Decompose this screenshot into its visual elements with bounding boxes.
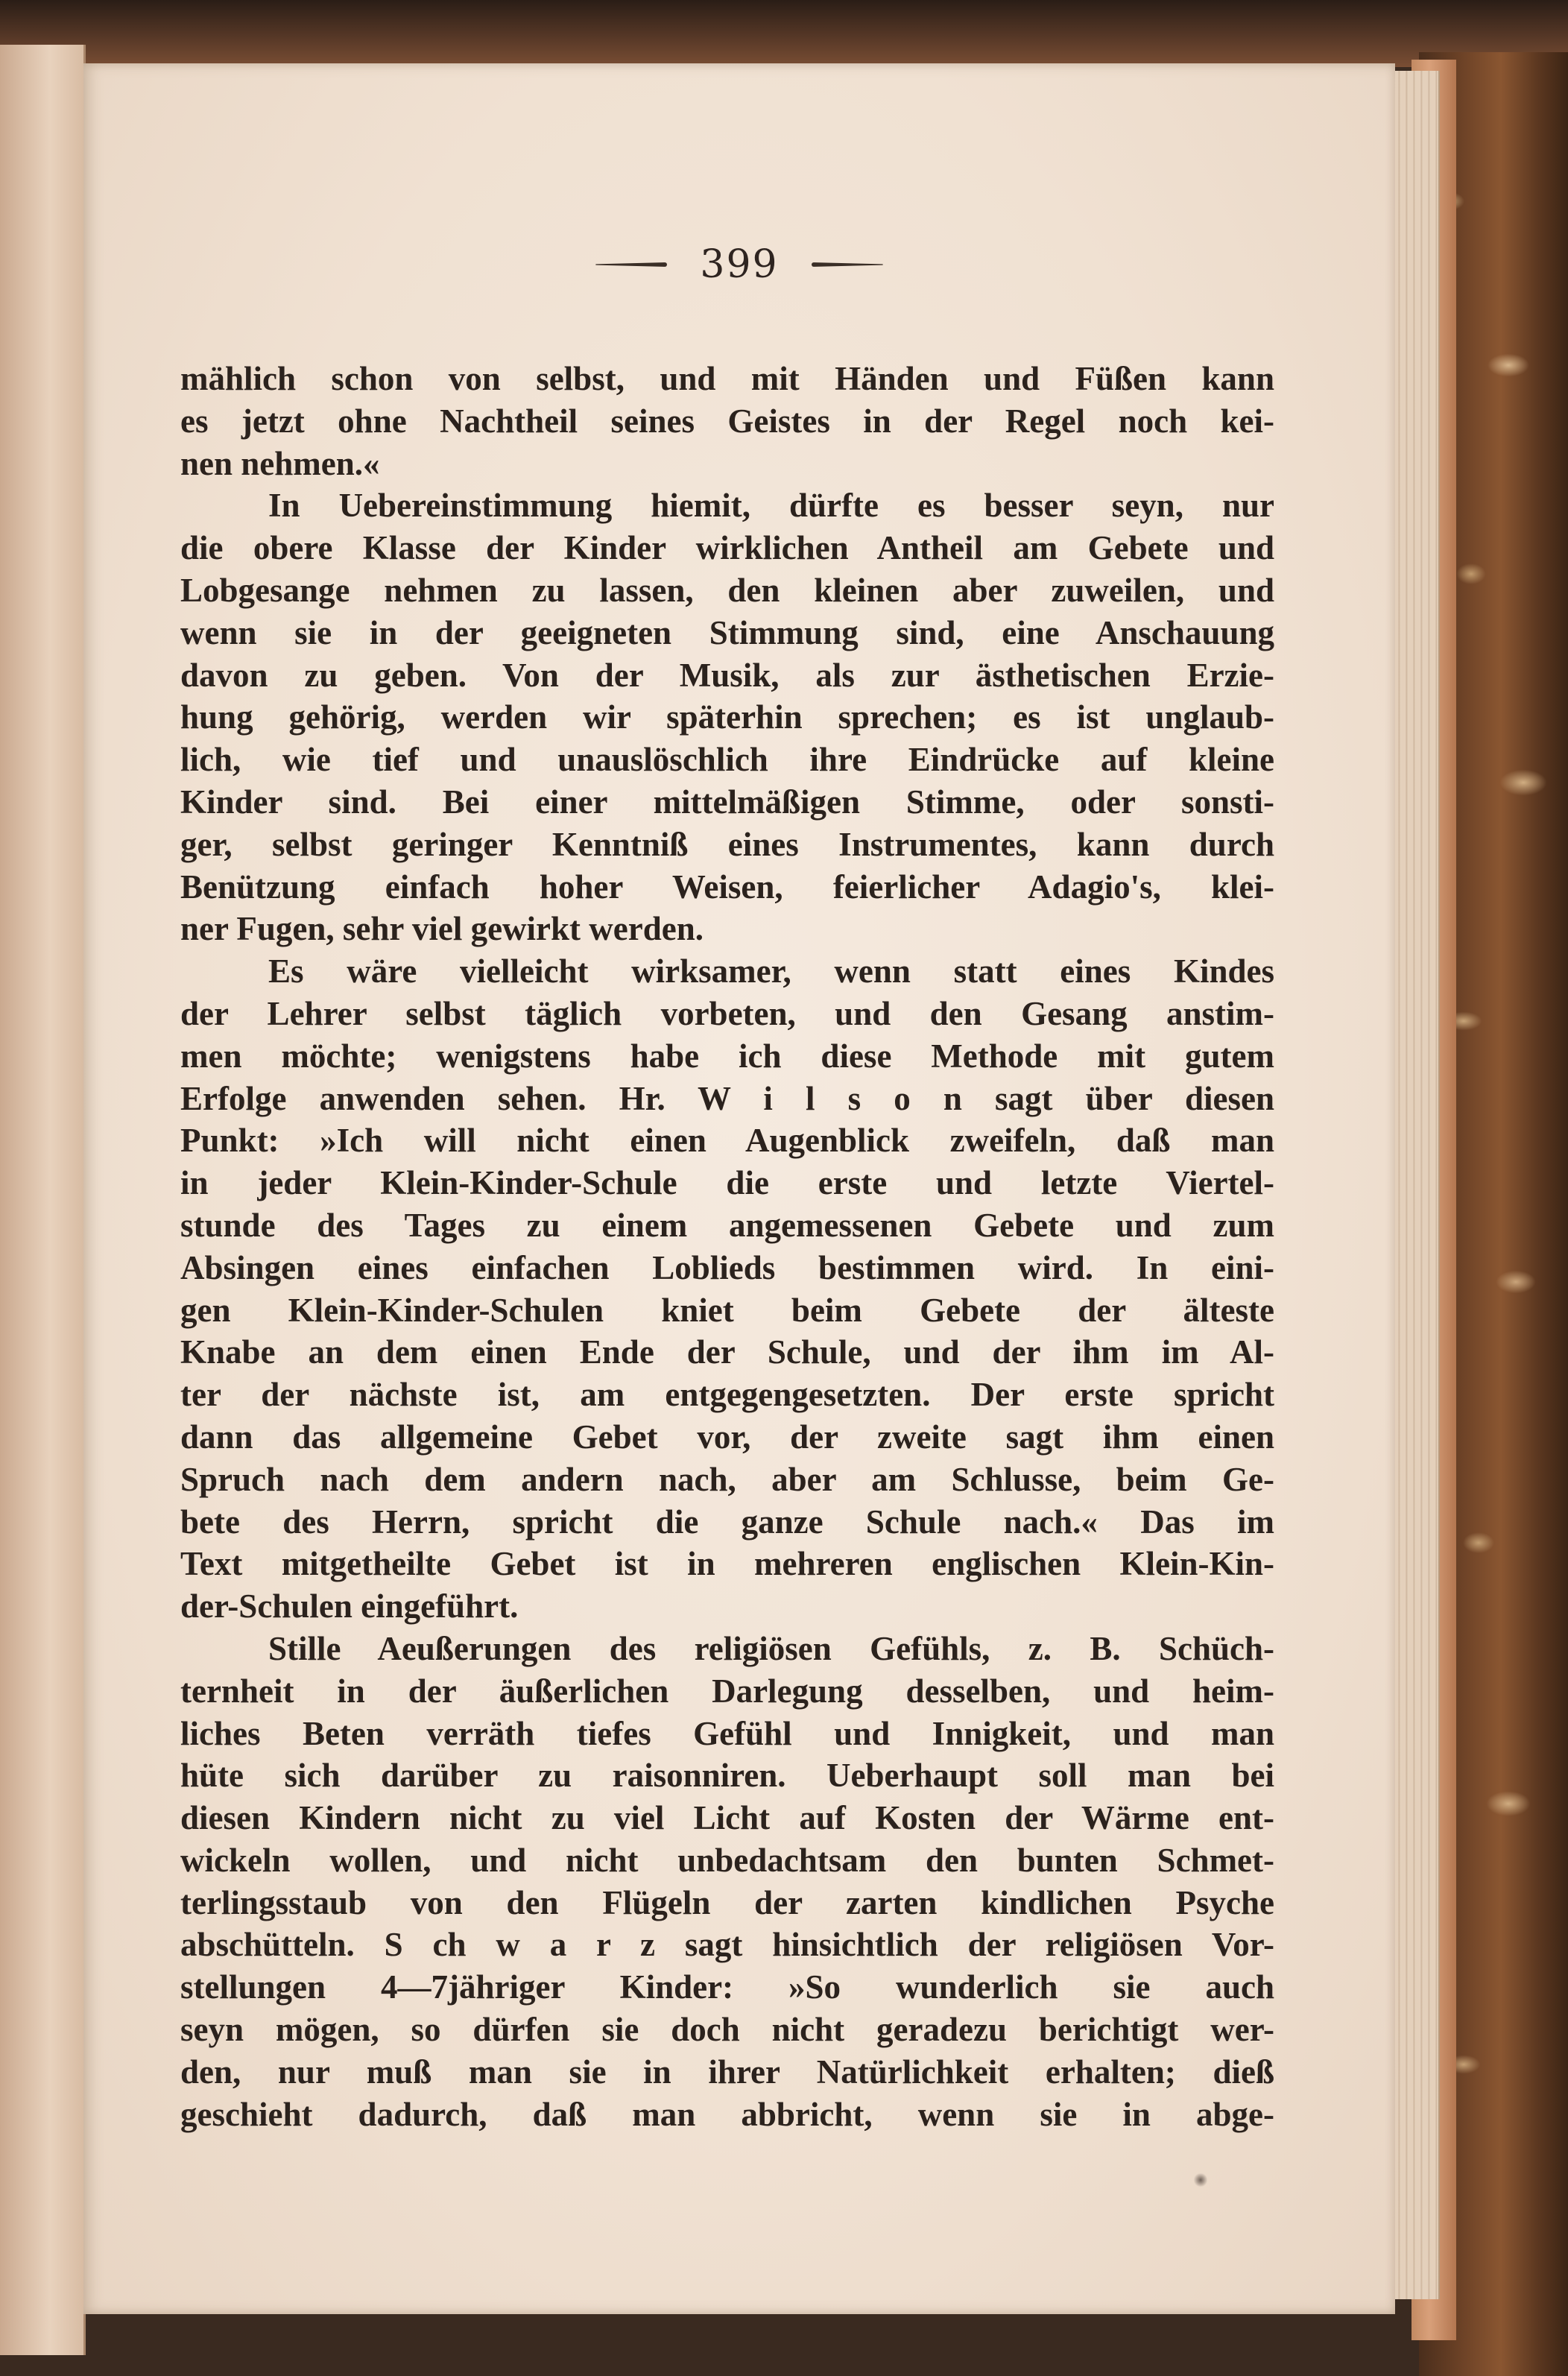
- text-line: Lobgesange nehmen zu lassen, den kleinen aber zuweilen, und: [180, 571, 1274, 609]
- text-line: mählich schon von selbst, und mit Händen und Füßen kann: [180, 360, 1274, 397]
- text-line: Erfolge anwenden sehen. Hr. W i l s o n sagt über diesen: [180, 1079, 1274, 1117]
- paper-spot: [1194, 2173, 1207, 2187]
- text-line: men möchte; wenigstens habe ich diese Methode mit gutem: [180, 1037, 1274, 1075]
- text-line: den, nur muß man sie in ihrer Natürlichkeit erhalten; dieß: [180, 2053, 1274, 2091]
- text-line: Punkt: »Ich will nicht einen Augenblick zweifeln, daß man: [180, 1122, 1274, 1160]
- text-line: Es wäre vielleicht wirksamer, wenn statt eines Kindes: [268, 952, 1274, 990]
- text-line: In Uebereinstimmung hiemit, dürfte es besser seyn, nur: [268, 487, 1274, 525]
- text-line: ner Fugen, sehr viel gewirkt werden.: [180, 910, 704, 948]
- text-line: geschieht dadurch, daß man abbricht, wenn sie in abge-: [180, 2095, 1274, 2133]
- text-line: lich, wie tief und unauslöschlich ihre Eindrücke auf kleine: [180, 741, 1274, 779]
- text-line: hüte sich darüber zu raisonniren. Ueberhaupt soll man bei: [180, 1757, 1274, 1795]
- text-line: terlingsstaub von den Flügeln der zarten kindlichen Psyche: [180, 1883, 1274, 1921]
- text-line: abschütteln. S ch w a r z sagt hinsichtlich der religiösen Vor-: [180, 1926, 1274, 1964]
- text-line: in jeder Klein-Kinder-Schule die erste und letzte Viertel-: [180, 1164, 1274, 1202]
- text-line: bete des Herrn, spricht die ganze Schule nach.« Das im: [180, 1503, 1274, 1541]
- book-binding: [0, 0, 1568, 67]
- text-line: Absingen eines einfachen Loblieds bestimmen wird. In eini-: [180, 1248, 1274, 1286]
- page-number: 399: [700, 242, 779, 287]
- text-line: davon zu geben. Von der Musik, als zur ästhetischen Erzie-: [180, 656, 1274, 694]
- text-line: liches Beten verräth tiefes Gefühl und Innigkeit, und man: [180, 1714, 1274, 1752]
- body-text: [180, 358, 1274, 2135]
- text-line: wickeln wollen, und nicht unbedachtsam den bunten Schmet-: [180, 1841, 1274, 1879]
- text-line: Spruch nach dem andern nach, aber am Schlusse, beim Ge-: [180, 1460, 1274, 1498]
- page-header: [83, 231, 1395, 298]
- text-line: stellungen 4—7jähriger Kinder: »So wunderlich sie auch: [180, 1968, 1274, 2006]
- text-line: Benützung einfach hoher Weisen, feierlicher Adagio's, klei-: [180, 868, 1274, 906]
- text-line: ter der nächste ist, am entgegengesetzten. Der erste spricht: [180, 1376, 1274, 1414]
- text-line: ternheit in der äußerlichen Darlegung desselben, und heim-: [180, 1672, 1274, 1710]
- text-line: dann das allgemeine Gebet vor, der zweite sagt ihm einen: [180, 1418, 1274, 1456]
- text-line: Kinder sind. Bei einer mittelmäßigen Stimme, oder sonsti-: [180, 783, 1274, 821]
- text-line: diesen Kindern nicht zu viel Licht auf Kosten der Wärme ent-: [180, 1799, 1274, 1837]
- book-page: [83, 63, 1395, 2314]
- text-line: gen Klein-Kinder-Schulen kniet beim Gebete der älteste: [180, 1291, 1274, 1329]
- facing-page-edge: [0, 45, 86, 2355]
- text-line: es jetzt ohne Nachtheil seines Geistes in der Regel noch kei-: [180, 402, 1274, 440]
- header-ornament-right: [812, 262, 883, 267]
- text-line: die obere Klasse der Kinder wirklichen Antheil am Gebete und: [180, 529, 1274, 567]
- text-line: ger, selbst geringer Kenntniß eines Instrumentes, kann durch: [180, 825, 1274, 863]
- text-line: der-Schulen eingeführt.: [180, 1587, 519, 1625]
- text-line: wenn sie in der geeigneten Stimmung sind, eine Anschauung: [180, 613, 1274, 651]
- text-line: seyn mögen, so dürfen sie doch nicht geradezu berichtigt wer-: [180, 2011, 1274, 2049]
- text-line: Knabe an dem einen Ende der Schule, und der ihm im Al-: [180, 1333, 1274, 1371]
- text-line: Stille Aeußerungen des religiösen Gefühls, z. B. Schüch-: [268, 1629, 1274, 1667]
- text-line: nen nehmen.«: [180, 444, 380, 482]
- text-line: der Lehrer selbst täglich vorbeten, und den Gesang anstim-: [180, 994, 1274, 1032]
- text-line: stunde des Tages zu einem angemessenen Gebete und zum: [180, 1206, 1274, 1244]
- text-line: Text mitgetheilte Gebet ist in mehreren englischen Klein-Kin-: [180, 1545, 1274, 1583]
- text-line: hung gehörig, werden wir späterhin sprechen; es ist unglaub-: [180, 698, 1274, 736]
- header-ornament-left: [595, 262, 667, 267]
